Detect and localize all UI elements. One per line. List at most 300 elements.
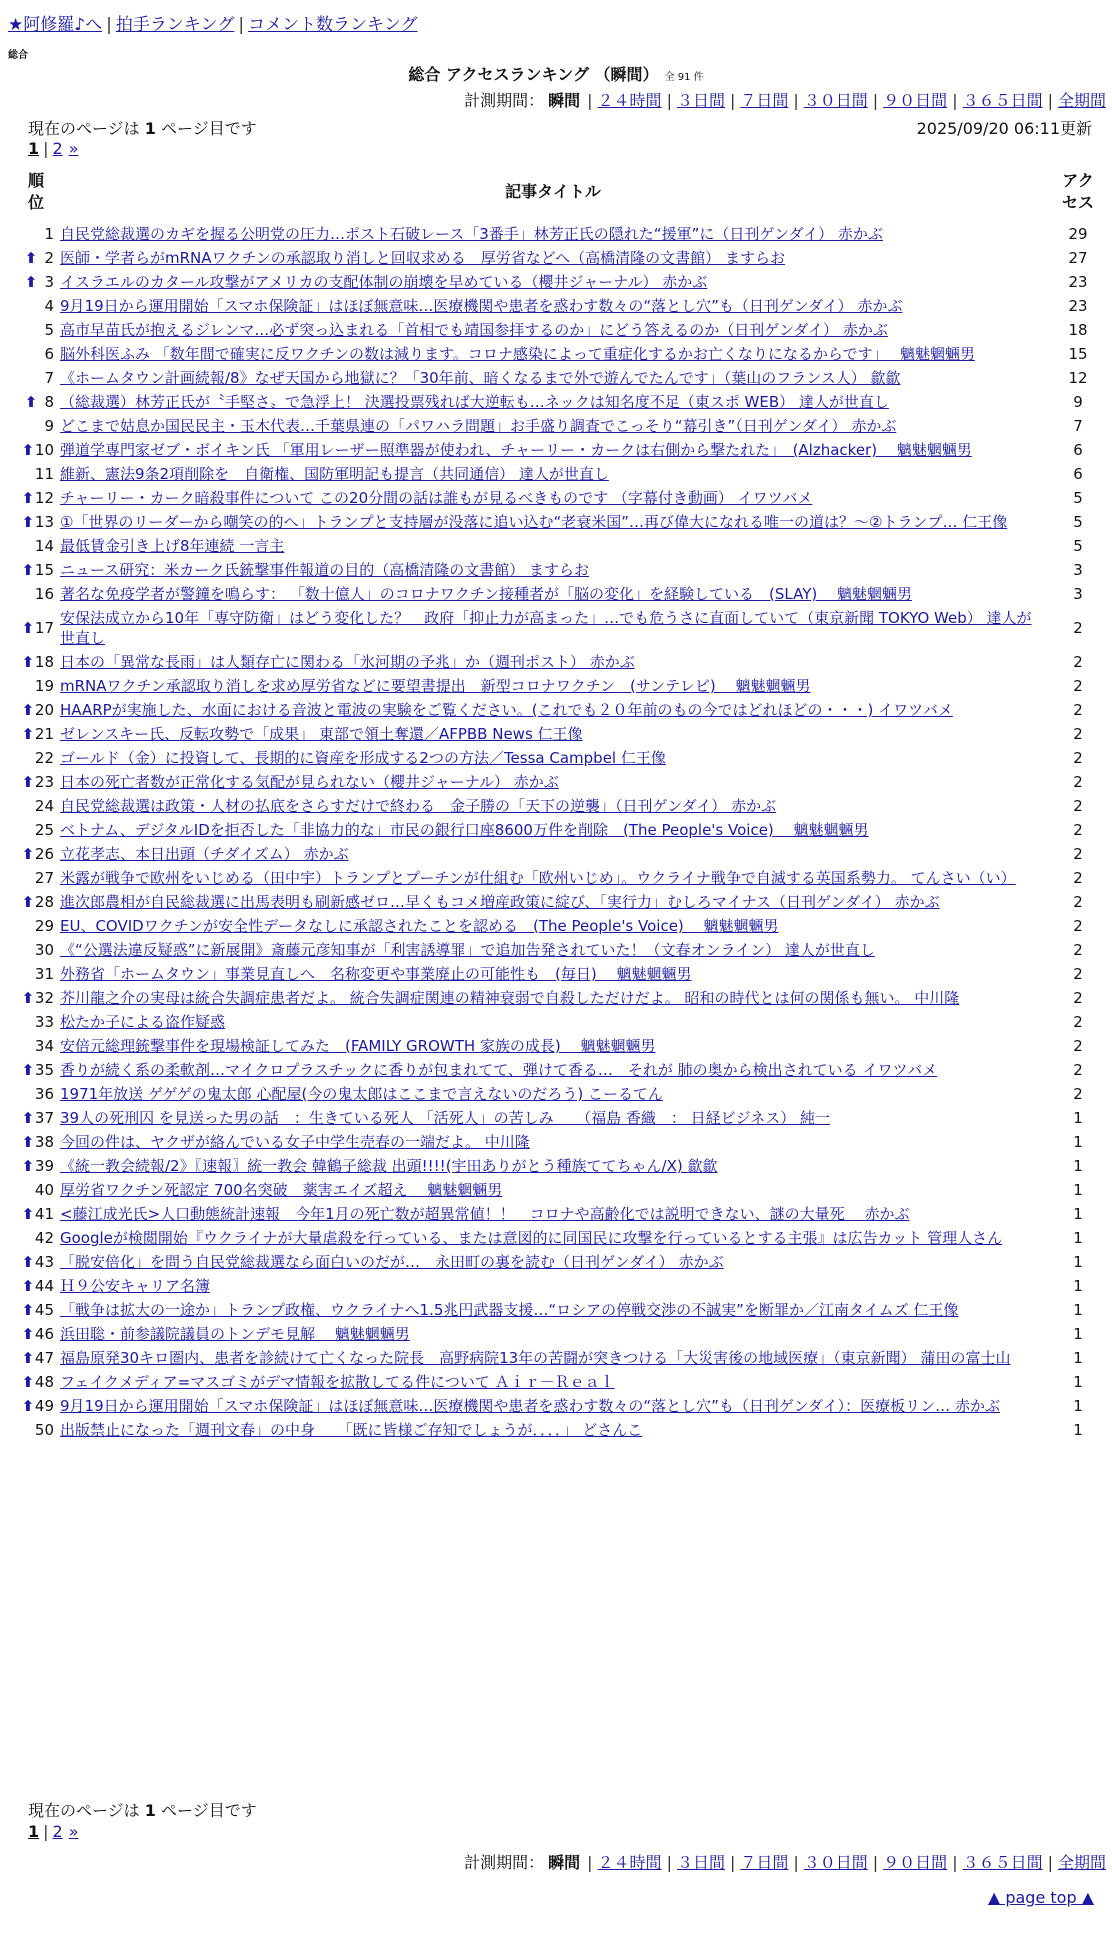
rank-number: 42 <box>34 1229 54 1247</box>
article-title-link[interactable]: 自民党総裁選は政策・人材の払底をさらすだけで終わる 金子勝の「天下の逆襲」（日刊ゲンダイ） 赤かぶ <box>60 797 777 815</box>
article-title-link[interactable]: ゼレンスキー氏、反転攻勢で「成果」 東部で領土奪還／AFPBB News 仁王像 <box>60 725 583 743</box>
title-cell <box>58 606 1048 650</box>
table-row <box>14 794 1108 818</box>
up-arrow-icon: ⬆ <box>21 773 35 791</box>
up-arrow-icon: ⬆ <box>21 441 35 459</box>
title-cell <box>58 1058 1048 1082</box>
up-arrow-icon: ⬆ <box>21 561 35 579</box>
article-title-link[interactable]: どこまで姑息か国民民主・玉木代表…千葉県連の「パワハラ問題」お手盛り調査でこっそり“幕引き”（日刊ゲンダイ） 赤かぶ <box>60 417 897 435</box>
period-link-30d[interactable]: ３０日間 <box>803 91 868 110</box>
up-arrow-icon: ⬆ <box>21 1133 35 1151</box>
table-row <box>14 746 1108 770</box>
access-count: 2 <box>1073 677 1083 695</box>
top-links <box>8 10 418 35</box>
table-row <box>14 222 1108 246</box>
rank-number: 13 <box>34 513 54 531</box>
article-title-link[interactable]: mRNAワクチン承認取り消しを求め厚労省などに要望書提出 新型コロナワクチン (サンテレビ) 魑魅魍魎男 <box>60 677 811 695</box>
table-row <box>14 1250 1108 1274</box>
title-cell <box>58 342 1048 366</box>
rank-number: 14 <box>34 537 54 555</box>
rank-number: 21 <box>34 725 54 743</box>
rank-cell <box>14 818 58 842</box>
rank-number: 40 <box>34 1181 54 1199</box>
table-row <box>14 510 1108 534</box>
table-row <box>14 270 1108 294</box>
pager-current: 1 <box>28 139 40 158</box>
article-title-link[interactable]: 《ホームタウン計画続報/8》なぜ天国から地獄に？「30年前、暗くなるまで外で遊んでたんです」（葉山のフランス人） 歙歙 <box>60 369 901 387</box>
period-label: 計測期間： <box>464 1853 545 1872</box>
rank-number: 23 <box>34 773 54 791</box>
up-arrow-icon: ⬆ <box>21 845 35 863</box>
table-row <box>14 962 1108 986</box>
article-title-link[interactable]: 9月19日から運用開始「スマホ保険証」はほぼ無意味…医療機関や患者を惑わす数々の“落とし穴”も（日刊ゲンダイ） 赤かぶ <box>60 297 903 315</box>
article-title-link[interactable]: Ｈ９公安キャリア名簿 <box>60 1277 211 1295</box>
article-title-link[interactable]: 浜田聡・前参議院議員のトンデモ見解 魑魅魍魎男 <box>60 1325 410 1343</box>
title-column-header: 記事タイトル <box>505 182 601 201</box>
up-arrow-icon: ⬆ <box>21 989 35 1007</box>
access-count: 1 <box>1073 1325 1083 1343</box>
title-cell <box>58 1010 1048 1034</box>
pager-top: 1 | 2 » <box>28 139 79 158</box>
table-row <box>14 1130 1108 1154</box>
access-count: 2 <box>1073 1061 1083 1079</box>
article-title-link[interactable]: Googleが検閲開始『ウクライナが大量虐殺を行っている、または意図的に同国民に攻撃を行っているとする主張』は広告カット 管理人さん <box>60 1229 1003 1247</box>
rank-cell <box>14 1178 58 1202</box>
up-arrow-icon: ⬆ <box>21 893 35 911</box>
pager-bottom: 1 | 2 » <box>28 1822 79 1841</box>
title-cell <box>58 722 1048 746</box>
article-title-link[interactable]: ゴールド（金）に投資して、長期的に資産を形成する2つの方法／Tessa Campbel 仁王像 <box>60 749 666 767</box>
rank-cell <box>14 842 58 866</box>
access-count: 5 <box>1073 489 1083 507</box>
rank-cell <box>14 438 58 462</box>
period-link-365d[interactable]: ３６５日間 <box>962 91 1043 110</box>
access-count: 5 <box>1073 513 1083 531</box>
rank-cell <box>14 986 58 1010</box>
table-row <box>14 1058 1108 1082</box>
access-count: 2 <box>1073 653 1083 671</box>
table-row <box>14 1274 1108 1298</box>
table-row <box>14 1178 1108 1202</box>
table-row <box>14 390 1108 414</box>
title-cell <box>58 1226 1048 1250</box>
table-row <box>14 698 1108 722</box>
category-label: 総合 <box>8 50 28 61</box>
article-title-link[interactable]: ①「世界のリーダーから嘲笑の的へ」トランプと支持層が没落に追い込む“老衰米国”…再び偉大になれる唯一の道は？～②トランプ… 仁王像 <box>60 513 1008 531</box>
article-title-link[interactable]: EU、COVIDワクチンが安全性データなしに承認されたことを認める (The People's Voice) 魑魅魍魎男 <box>60 917 779 935</box>
title-cell <box>58 890 1048 914</box>
title-cell <box>58 1274 1048 1298</box>
table-row <box>14 890 1108 914</box>
table-row <box>14 1394 1108 1418</box>
current-page-number: 1 <box>144 119 156 138</box>
article-title-link[interactable]: 《“公選法違反疑惑”に新展開》斎藤元彦知事が「利害誘導罪」で追加告発されていた！（文春オンライン） 達人が世直し <box>60 941 875 959</box>
rank-number: 22 <box>34 749 54 767</box>
access-count: 29 <box>1068 225 1088 243</box>
access-count: 5 <box>1073 537 1083 555</box>
rank-cell <box>14 246 58 270</box>
rank-number: 49 <box>34 1397 54 1415</box>
up-arrow-icon: ⬆ <box>21 653 35 671</box>
up-arrow-icon: ⬆ <box>21 1325 35 1343</box>
rank-cell <box>14 890 58 914</box>
rank-cell <box>14 962 58 986</box>
period-link-3d[interactable]: ３日間 <box>676 91 725 110</box>
access-count: 3 <box>1073 561 1083 579</box>
rank-number: 34 <box>34 1037 54 1055</box>
rank-cell <box>14 1154 58 1178</box>
article-title-link[interactable]: ベトナム、デジタルIDを拒否した「非協力的な」市民の銀行口座8600万件を削除 (The People's Voice) 魑魅魍魎男 <box>60 821 869 839</box>
rank-cell <box>14 1370 58 1394</box>
rank-column-header: 順位 <box>27 171 44 212</box>
article-title-link[interactable]: 立花孝志、本日出頭（チダイズム） 赤かぶ <box>60 845 349 863</box>
period-link-3d[interactable]: ３日間 <box>676 1853 725 1872</box>
rank-cell <box>14 1322 58 1346</box>
page-info-top: 現在のページは 1 ページ目です <box>28 119 257 138</box>
article-title-link[interactable]: 日本の死亡者数が正常化する気配が見られない（櫻井ジャーナル） 赤かぶ <box>60 773 559 791</box>
access-count: 2 <box>1073 917 1083 935</box>
rank-cell <box>14 390 58 414</box>
access-count: 2 <box>1073 1037 1083 1055</box>
title-cell <box>58 1322 1048 1346</box>
rank-cell <box>14 770 58 794</box>
rank-cell <box>14 1034 58 1058</box>
table-row <box>14 986 1108 1010</box>
table-row <box>14 558 1108 582</box>
title-cell <box>58 698 1048 722</box>
rank-number: 3 <box>44 273 54 291</box>
title-cell <box>58 1130 1048 1154</box>
table-row <box>14 674 1108 698</box>
rank-number: 7 <box>44 369 54 387</box>
access-count: 3 <box>1073 585 1083 603</box>
rank-number: 10 <box>34 441 54 459</box>
title-cell <box>58 582 1048 606</box>
article-title-link[interactable]: 米露が戦争で欧州をいじめる（田中宇）トランプとプーチンが仕組む「欧州いじめ」。ウクライナ戦争で自滅する英国系勢力。 てんさい（い） <box>60 869 1016 887</box>
applause-ranking-link[interactable]: 拍手ランキング <box>115 15 235 35</box>
rank-cell <box>14 582 58 606</box>
period-link-24h[interactable]: ２４時間 <box>597 1853 662 1872</box>
separator: | <box>238 15 245 35</box>
title-cell <box>58 1106 1048 1130</box>
rank-cell <box>14 866 58 890</box>
title-cell <box>58 1346 1048 1370</box>
rank-number: 2 <box>44 249 54 267</box>
comment-ranking-link[interactable]: コメント数ランキング <box>248 15 418 35</box>
period-link-7d[interactable]: ７日間 <box>740 91 789 110</box>
access-column-header: アクセス <box>1061 171 1094 212</box>
current-page-number: 1 <box>144 1801 156 1820</box>
up-arrow-icon: ⬆ <box>21 489 35 507</box>
table-row <box>14 1370 1108 1394</box>
rank-number: 27 <box>34 869 54 887</box>
rank-number: 50 <box>34 1421 54 1439</box>
page-info-bottom: 現在のページは 1 ページ目です <box>28 1801 257 1820</box>
page-top-link-wrap <box>988 1888 1094 1907</box>
access-count: 2 <box>1073 821 1083 839</box>
access-count: 2 <box>1073 893 1083 911</box>
access-count: 1 <box>1073 1373 1083 1391</box>
rank-cell <box>14 1298 58 1322</box>
article-title-link[interactable]: 松たか子による盗作疑惑 <box>60 1013 226 1031</box>
period-link-all[interactable]: 全期間 <box>1057 91 1106 110</box>
up-arrow-icon: ⬆ <box>21 1397 35 1415</box>
access-count: 1 <box>1073 1109 1083 1127</box>
table-row <box>14 866 1108 890</box>
asyura-home-link[interactable]: ★阿修羅♪へ <box>8 15 103 35</box>
title-cell <box>58 366 1048 390</box>
title-cell <box>58 462 1048 486</box>
table-row <box>14 938 1108 962</box>
table-row <box>14 294 1108 318</box>
table-row <box>14 1154 1108 1178</box>
table-row <box>14 1034 1108 1058</box>
period-link-90d[interactable]: ９０日間 <box>883 1853 948 1872</box>
article-title-link[interactable]: 外務省「ホームタウン」事業見直しへ 名称変更や事業廃止の可能性も (毎日) 魑魅魍魎男 <box>60 965 692 983</box>
article-title-link[interactable]: （総裁選）林芳正氏が〝手堅さ〟で急浮上！ 決選投票残れば大逆転も…ネックは知名度不足（東スポ WEB） 達人が世直し <box>60 393 889 411</box>
rank-cell <box>14 318 58 342</box>
period-link-all[interactable]: 全期間 <box>1057 1853 1106 1872</box>
ranking-heading <box>0 62 1112 85</box>
rank-cell <box>14 794 58 818</box>
title-cell <box>58 914 1048 938</box>
title-cell <box>58 746 1048 770</box>
rank-number: 24 <box>34 797 54 815</box>
table-row <box>14 462 1108 486</box>
article-title-link[interactable]: 日本の「異常な長雨」は人類存亡に関わる「氷河期の予兆」か（週刊ポスト） 赤かぶ <box>60 653 635 671</box>
article-title-link[interactable]: 出版禁止になった「週刊文春」の中身 「既に皆様ご存知でしょうが．．．．」 どさんこ <box>60 1421 643 1439</box>
table-row <box>14 914 1108 938</box>
article-title-link[interactable]: 最低賃金引き上げ8年連続 一言主 <box>60 537 285 555</box>
up-arrow-icon: ⬆ <box>21 513 35 531</box>
access-count: 2 <box>1073 845 1083 863</box>
period-link-24h[interactable]: ２４時間 <box>597 91 662 110</box>
rank-number: 11 <box>34 465 54 483</box>
table-row <box>14 318 1108 342</box>
title-cell <box>58 414 1048 438</box>
period-link-30d[interactable]: ３０日間 <box>803 1853 868 1872</box>
rank-cell <box>14 1082 58 1106</box>
article-title-link[interactable]: 39人の死刑囚 を見送った男の話 ：生きている死人 「活死人」の苦しみ （福島 香織 ： 日経ビジネス） 純一 <box>60 1109 830 1127</box>
rank-number: 15 <box>34 561 54 579</box>
title-cell <box>58 438 1048 462</box>
ranking-rows <box>14 222 1108 1442</box>
rank-cell <box>14 1226 58 1250</box>
rank-cell <box>14 342 58 366</box>
title-cell <box>58 818 1048 842</box>
title-cell <box>58 510 1048 534</box>
title-cell <box>58 222 1048 246</box>
up-arrow-icon: ⬆ <box>21 619 35 637</box>
table-row <box>14 1418 1108 1442</box>
access-count: 6 <box>1073 441 1083 459</box>
rank-number: 48 <box>34 1373 54 1391</box>
title-cell <box>58 558 1048 582</box>
rank-number: 9 <box>44 417 54 435</box>
up-arrow-icon: ⬆ <box>21 1061 35 1079</box>
article-title-link[interactable]: 維新、憲法9条2項削除を 自衛権、国防軍明記も提言（共同通信） 達人が世直し <box>60 465 609 483</box>
pager-page-2[interactable]: 2 <box>52 139 63 158</box>
table-row <box>14 1106 1108 1130</box>
table-row <box>14 246 1108 270</box>
title-cell <box>58 246 1048 270</box>
article-title-link[interactable]: 安倍元総理銃撃事件を現場検証してみた (FAMILY GROWTH 家族の成長) 魑魅魍魎男 <box>60 1037 656 1055</box>
table-row <box>14 1202 1108 1226</box>
table-row <box>14 486 1108 510</box>
rank-cell <box>14 1010 58 1034</box>
rank-cell <box>14 414 58 438</box>
up-arrow-icon: ⬆ <box>21 1277 35 1295</box>
rank-cell <box>14 534 58 558</box>
access-count: 7 <box>1073 417 1083 435</box>
rank-cell <box>14 366 58 390</box>
rank-cell <box>14 722 58 746</box>
article-title-link[interactable]: 著名な免疫学者が警鐘を鳴らす： 「数十億人」のコロナワクチン接種者が「脳の変化」を経験している (SLAY) 魑魅魍魎男 <box>60 585 912 603</box>
period-bar-top: 計測期間： 瞬間 | ２４時間 | ３日間 | ７日間 | ３０日間 | ９０日間 | ３６５日間 | 全期間 <box>464 91 1106 110</box>
article-title-link[interactable]: チャーリー・カーク暗殺事件について この20分間の話は誰もが見るべきものです （字幕付き動画） イワツバメ <box>60 489 813 507</box>
article-title-link[interactable]: 芥川龍之介の実母は統合失調症患者だよ。 統合失調症関連の精神衰弱で自殺しただけだよ。 昭和の時代とは何の関係も無い。 中川隆 <box>60 989 960 1007</box>
rank-number: 35 <box>34 1061 54 1079</box>
article-title-link[interactable]: ニュース研究：米カーク氏銃撃事件報道の目的（高橋清隆の文書館） ますらお <box>60 561 590 579</box>
rank-cell <box>14 1106 58 1130</box>
access-count: 23 <box>1068 273 1088 291</box>
table-row <box>14 438 1108 462</box>
up-arrow-icon: ⬆ <box>21 1253 35 1271</box>
article-title-link[interactable]: 脳外科医ふみ 「数年間で確実に反ワクチンの数は減ります。コロナ感染によって重症化するかお亡くなりになるからです」 魑魅魍魎男 <box>60 345 975 363</box>
article-title-link[interactable]: 9月19日から運用開始「スマホ保険証」はほぼ無意味…医療機関や患者を惑わす数々の“落とし穴”も（日刊ゲンダイ）：医療板リン… 赤かぶ <box>60 1397 1000 1415</box>
up-arrow-icon: ⬆ <box>21 1349 35 1367</box>
rank-cell <box>14 294 58 318</box>
table-row <box>14 1346 1108 1370</box>
up-arrow-icon: ⬆ <box>24 273 38 291</box>
access-count: 2 <box>1073 941 1083 959</box>
rank-cell <box>14 1250 58 1274</box>
rank-number: 16 <box>34 585 54 603</box>
period-current: 瞬間 <box>548 1853 581 1872</box>
rank-number: 45 <box>34 1301 54 1319</box>
title-cell <box>58 1298 1048 1322</box>
rank-cell <box>14 1418 58 1442</box>
article-title-link[interactable]: 1971年放送 ゲゲゲの鬼太郎 心配屋(今の鬼太郎はここまで言えないのだろう) こーるてん <box>60 1085 663 1103</box>
access-count: 2 <box>1073 989 1083 1007</box>
access-count: 1 <box>1073 1229 1083 1247</box>
title-cell <box>58 1154 1048 1178</box>
access-count: 1 <box>1073 1205 1083 1223</box>
access-count: 1 <box>1073 1349 1083 1367</box>
rank-number: 43 <box>34 1253 54 1271</box>
access-count: 2 <box>1073 701 1083 719</box>
access-count: 1 <box>1073 1277 1083 1295</box>
article-title-link[interactable]: 「脱安倍化」を問う自民党総裁選なら面白いのだが… 永田町の裏を読む（日刊ゲンダイ） 赤かぶ <box>60 1253 724 1271</box>
up-arrow-icon: ⬆ <box>24 393 38 411</box>
table-row <box>14 1322 1108 1346</box>
access-count: 12 <box>1068 369 1088 387</box>
article-title-link[interactable]: 香りが続く系の柔軟剤…マイクロプラスチックに香りが包まれてて、弾けて香る… それが 肺の奥から検出されている イワツバメ <box>60 1061 938 1079</box>
table-row <box>14 650 1108 674</box>
rank-cell <box>14 938 58 962</box>
rank-cell <box>14 606 58 650</box>
article-title-link[interactable]: 弾道学専門家ゼブ・ボイキン氏 「軍用レーザー照準器が使われ、チャーリー・カークは右側から撃たれた」 (Alzhacker) 魑魅魍魎男 <box>60 441 972 459</box>
rank-cell <box>14 1394 58 1418</box>
pager-next[interactable]: » <box>68 139 79 158</box>
rank-cell <box>14 222 58 246</box>
title-cell <box>58 1394 1048 1418</box>
period-link-90d[interactable]: ９０日間 <box>883 91 948 110</box>
rank-number: 29 <box>34 917 54 935</box>
access-count: 9 <box>1073 393 1083 411</box>
rank-number: 37 <box>34 1109 54 1127</box>
up-arrow-icon: ⬆ <box>24 249 38 267</box>
article-title-link[interactable]: フェイクメディア=マスゴミがデマ情報を拡散してる件について Ａｉｒ－Ｒｅａｌ <box>60 1373 615 1391</box>
rank-number: 18 <box>34 653 54 671</box>
pager-page-2[interactable]: 2 <box>52 1822 63 1841</box>
article-title-link[interactable]: <藤江成光氏>人口動態統計速報 今年1月の死亡数が超異常値！！ コロナや高齢化では説明できない、謎の大量死 赤かぶ <box>60 1205 910 1223</box>
period-link-7d[interactable]: ７日間 <box>740 1853 789 1872</box>
rank-cell <box>14 270 58 294</box>
article-title-link[interactable]: 医師・学者らがmRNAワクチンの承認取り消しと回収求める 厚労省などへ（高橋清隆の文書館） ますらお <box>60 249 785 267</box>
title-cell <box>58 650 1048 674</box>
rank-number: 19 <box>34 677 54 695</box>
title-cell <box>58 270 1048 294</box>
table-row <box>14 342 1108 366</box>
title-cell <box>58 1034 1048 1058</box>
title-cell <box>58 866 1048 890</box>
access-count: 1 <box>1073 1157 1083 1175</box>
rank-number: 6 <box>44 345 54 363</box>
table-header-row <box>14 162 1108 222</box>
table-row <box>14 366 1108 390</box>
rank-number: 36 <box>34 1085 54 1103</box>
rank-cell <box>14 1274 58 1298</box>
article-title-link[interactable]: 自民党総裁選のカギを握る公明党の圧力…ポスト石破レース「3番手」林芳正氏の隠れた“援軍”に（日刊ゲンダイ） 赤かぶ <box>60 225 883 243</box>
access-count: 2 <box>1073 1085 1083 1103</box>
title-cell <box>58 938 1048 962</box>
table-row <box>14 722 1108 746</box>
updated-timestamp: 2025/09/20 06:11更新 <box>916 119 1092 138</box>
title-cell <box>58 986 1048 1010</box>
period-link-365d[interactable]: ３６５日間 <box>962 1853 1043 1872</box>
article-title-link[interactable]: 厚労省ワクチン死認定 700名突破 薬害エイズ超え 魑魅魍魎男 <box>60 1181 503 1199</box>
title-cell <box>58 842 1048 866</box>
access-count: 1 <box>1073 1253 1083 1271</box>
access-count: 1 <box>1073 1301 1083 1319</box>
pager-next[interactable]: » <box>68 1822 79 1841</box>
article-title-link[interactable]: 今回の件は、ヤクザが絡んでいる女子中学生売春の一端だよ。 中川隆 <box>60 1133 530 1151</box>
article-title-link[interactable]: 《統一教会続報/2》〖速報〗統一教会 韓鶴子総裁 出頭!!!!(宇田ありがとう種族ててちゃん/X) 歙歙 <box>60 1157 718 1175</box>
rank-cell <box>14 1346 58 1370</box>
title-cell <box>58 1082 1048 1106</box>
article-title-link[interactable]: イスラエルのカタール攻撃がアメリカの支配体制の崩壊を早めている（櫻井ジャーナル） 赤かぶ <box>60 273 708 291</box>
separator: | <box>106 15 112 35</box>
article-title-link[interactable]: 安保法成立から10年「専守防衛」はどう変化した？ 政府「抑止力が高まった」…でも危うさに直面していて（東京新聞 TOKYO Web） 達人が世直し <box>60 609 1032 647</box>
article-title-link[interactable]: 福島原発30キロ圏内、患者を診続けて亡くなった院長 高野病院13年の苦闘が突きつける「大災害後の地域医療」（東京新聞） 蒲田の富士山 <box>60 1349 1011 1367</box>
article-title-link[interactable]: 「戦争は拡大の一途か」トランプ政権、ウクライナへ1.5兆円武器支援…“ロシアの停戦交渉の不誠実”を断罪か／江南タイムズ 仁王像 <box>60 1301 959 1319</box>
rank-number: 33 <box>34 1013 54 1031</box>
article-title-link[interactable]: 進次郎農相が自民総裁選に出馬表明も刷新感ゼロ…早くもコメ増産政策に綻び、「実行力」むしろマイナス（日刊ゲンダイ） 赤かぶ <box>60 893 940 911</box>
access-count: 6 <box>1073 465 1083 483</box>
rank-cell <box>14 746 58 770</box>
access-count: 2 <box>1073 749 1083 767</box>
pager-current: 1 <box>28 1822 40 1841</box>
article-title-link[interactable]: 高市早苗氏が抱えるジレンマ…必ず突っ込まれる「首相でも靖国参拝するのか」にどう答えるのか（日刊ゲンダイ） 赤かぶ <box>60 321 888 339</box>
table-row <box>14 1010 1108 1034</box>
total-count: 全 91 件 <box>664 72 704 83</box>
article-title-link[interactable]: HAARPが実施した、水面における音波と電波の実験をご覧ください。(これでも２０年前のもの今ではどれほどの・・・) イワツバメ <box>60 701 953 719</box>
title-cell <box>58 294 1048 318</box>
page-top-link[interactable]: ▲ page top ▲ <box>987 1888 1094 1907</box>
access-count: 2 <box>1073 797 1083 815</box>
rank-number: 20 <box>34 701 54 719</box>
